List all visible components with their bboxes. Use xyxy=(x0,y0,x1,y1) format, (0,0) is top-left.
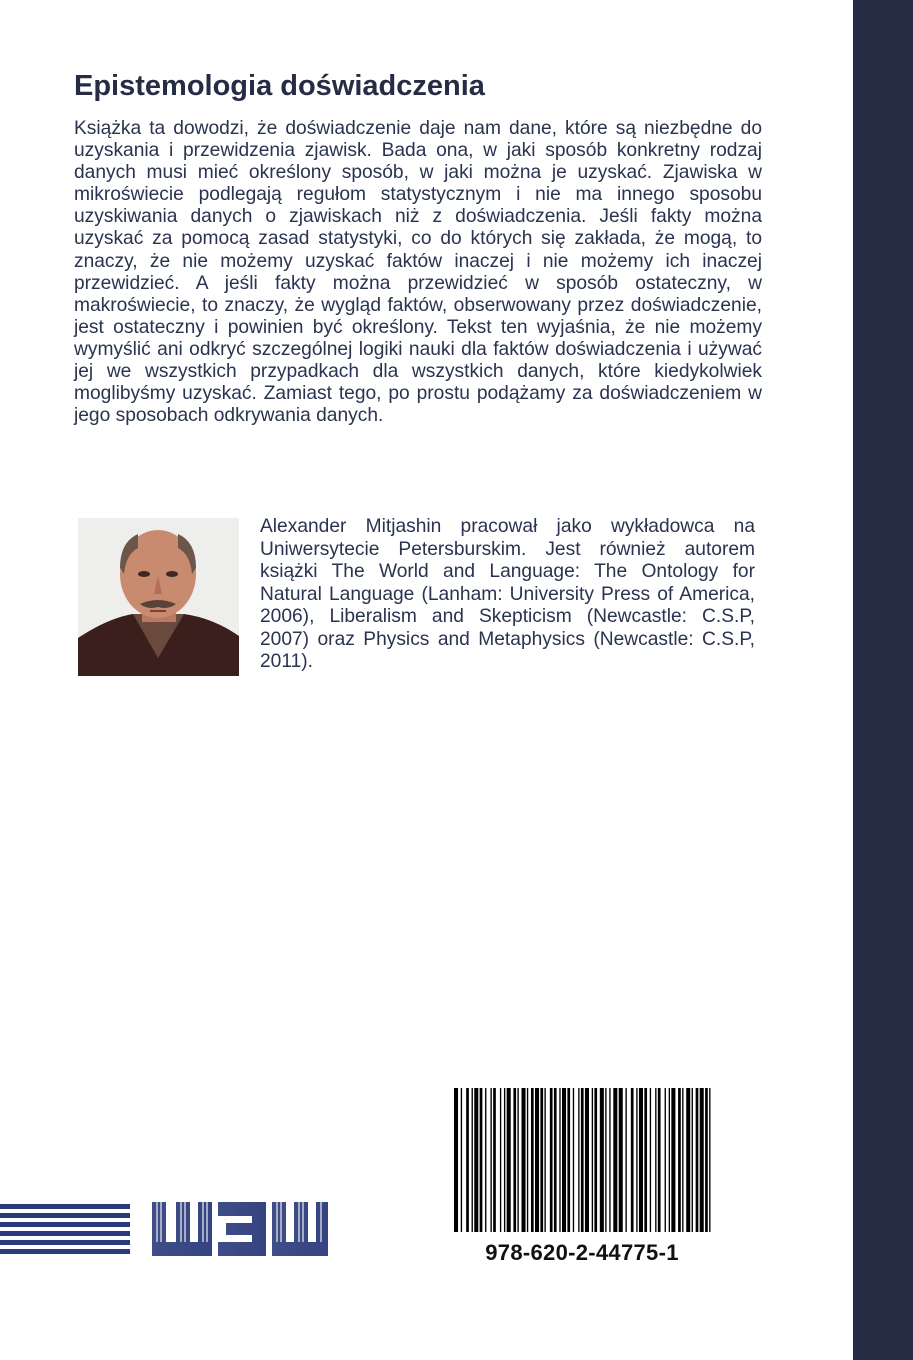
barcode-bar xyxy=(700,1088,704,1232)
book-blurb: Książka ta dowodzi, że doświadczenie daje nam dane, które są niezbędne do uzyskania i przewidzenia zjawisk. Bada ona, w jaki sposób konkretny rodzaj danych musi mieć określony sposób, w jaki można je uzyskać. Zjawiska w mikroświecie podlegają regułom statystycznym i nie ma innego sposobu uzyskiwania danych o zjawiskach niż z doświadczenia. Jeśli fakty można uzyskać za pomocą zasad statystyki, co do których się zakłada, że mogą, to znaczy, że nie możemy uzyskać faktów inaczej i nie możemy ich inaczej przewidzieć. A jeśli fakty można przewidzieć w sposób ostateczny, w makroświecie, to znaczy, że wygląd faktów, obserwowany przez doświadczenie, jest ostateczny i powinien być określony. Tekst ten wyjaśnia, że nie możemy wymyślić ani odkryć szczególnej logiki nauki dla faktów doświadczenia i używać jej we wszystkich przypadkach dla wszystkich danych, które kiedykolwiek moglibyśmy uzyskać. Zamiast tego, po prostu podążamy za doświadczeniem w jego sposobach odkrywania danych. xyxy=(74,118,762,427)
barcode-bar xyxy=(619,1088,623,1232)
barcode-bar xyxy=(562,1088,566,1232)
barcode-bar xyxy=(573,1088,574,1232)
barcode-bar xyxy=(504,1088,505,1232)
barcode-bar xyxy=(592,1088,593,1232)
barcode-bar xyxy=(480,1088,483,1232)
barcode-bar xyxy=(585,1088,589,1232)
barcode-bar xyxy=(493,1088,496,1232)
book-title: Epistemologia doświadczenia xyxy=(74,70,485,102)
barcode-bar xyxy=(507,1088,511,1232)
barcode-bar xyxy=(474,1088,478,1232)
barcode-bar xyxy=(513,1088,516,1232)
barcode-bar xyxy=(600,1088,604,1232)
publisher-logo xyxy=(0,1198,330,1260)
barcode-bar xyxy=(605,1088,606,1232)
author-photo xyxy=(78,518,239,676)
barcode-bar xyxy=(650,1088,651,1232)
barcode-bar xyxy=(517,1088,518,1232)
barcode-bar xyxy=(535,1088,539,1232)
barcode-bar xyxy=(671,1088,675,1232)
barcode-bar xyxy=(559,1088,560,1232)
barcode-bar xyxy=(682,1088,683,1232)
author-bio: Alexander Mitjashin pracował jako wykładowca na Uniwersytecie Petersburskim. Jest również autorem książki The World and Language: The Ontology for Natural Language (Lanham: University Press of America, 2006), Liberalism and Skepticism (Newcastle: C.S.P, 2007) oraz Physics and Metaphysics (Newcastle: C.S.P, 2011). xyxy=(260,516,755,672)
barcode-bar xyxy=(692,1088,693,1232)
author-portrait-icon xyxy=(78,518,239,676)
book-spine xyxy=(853,0,913,1360)
barcode-bar xyxy=(639,1088,643,1232)
barcode-bar xyxy=(669,1088,670,1232)
barcode-bar xyxy=(655,1088,656,1232)
barcode-bar xyxy=(613,1088,617,1232)
barcode-bar xyxy=(522,1088,526,1232)
barcode-bar xyxy=(594,1088,597,1232)
barcode-bar xyxy=(472,1088,473,1232)
barcode-bar xyxy=(709,1088,710,1232)
barcode-bar xyxy=(567,1088,570,1232)
barcode-bar xyxy=(678,1088,681,1232)
barcode-bar xyxy=(686,1088,690,1232)
barcode-bar xyxy=(454,1088,458,1232)
barcode-bar xyxy=(485,1088,486,1232)
barcode-bar xyxy=(578,1088,579,1232)
barcode-bar xyxy=(581,1088,584,1232)
barcode-bar xyxy=(461,1088,462,1232)
barcode-bar xyxy=(531,1088,534,1232)
barcode-bar xyxy=(665,1088,666,1232)
barcode-bar xyxy=(631,1088,634,1232)
barcode-bar xyxy=(466,1088,469,1232)
barcode-bar xyxy=(544,1088,545,1232)
barcode-bar xyxy=(625,1088,626,1232)
barcode-bar xyxy=(658,1088,661,1232)
barcode-bar xyxy=(554,1088,557,1232)
barcode-bar xyxy=(490,1088,491,1232)
barcode-bar xyxy=(644,1088,647,1232)
barcode-bar xyxy=(550,1088,553,1232)
barcode-icon xyxy=(452,1088,712,1232)
barcode-bar xyxy=(636,1088,637,1232)
barcode-bar xyxy=(705,1088,708,1232)
barcode-bar xyxy=(527,1088,528,1232)
barcode xyxy=(452,1088,712,1232)
barcode-bar xyxy=(609,1088,610,1232)
barcode-bar xyxy=(500,1088,501,1232)
barcode-bar xyxy=(696,1088,699,1232)
publisher-logo-icon xyxy=(0,1198,330,1260)
isbn-number: 978-620-2-44775-1 xyxy=(485,1240,679,1265)
barcode-bar xyxy=(540,1088,543,1232)
